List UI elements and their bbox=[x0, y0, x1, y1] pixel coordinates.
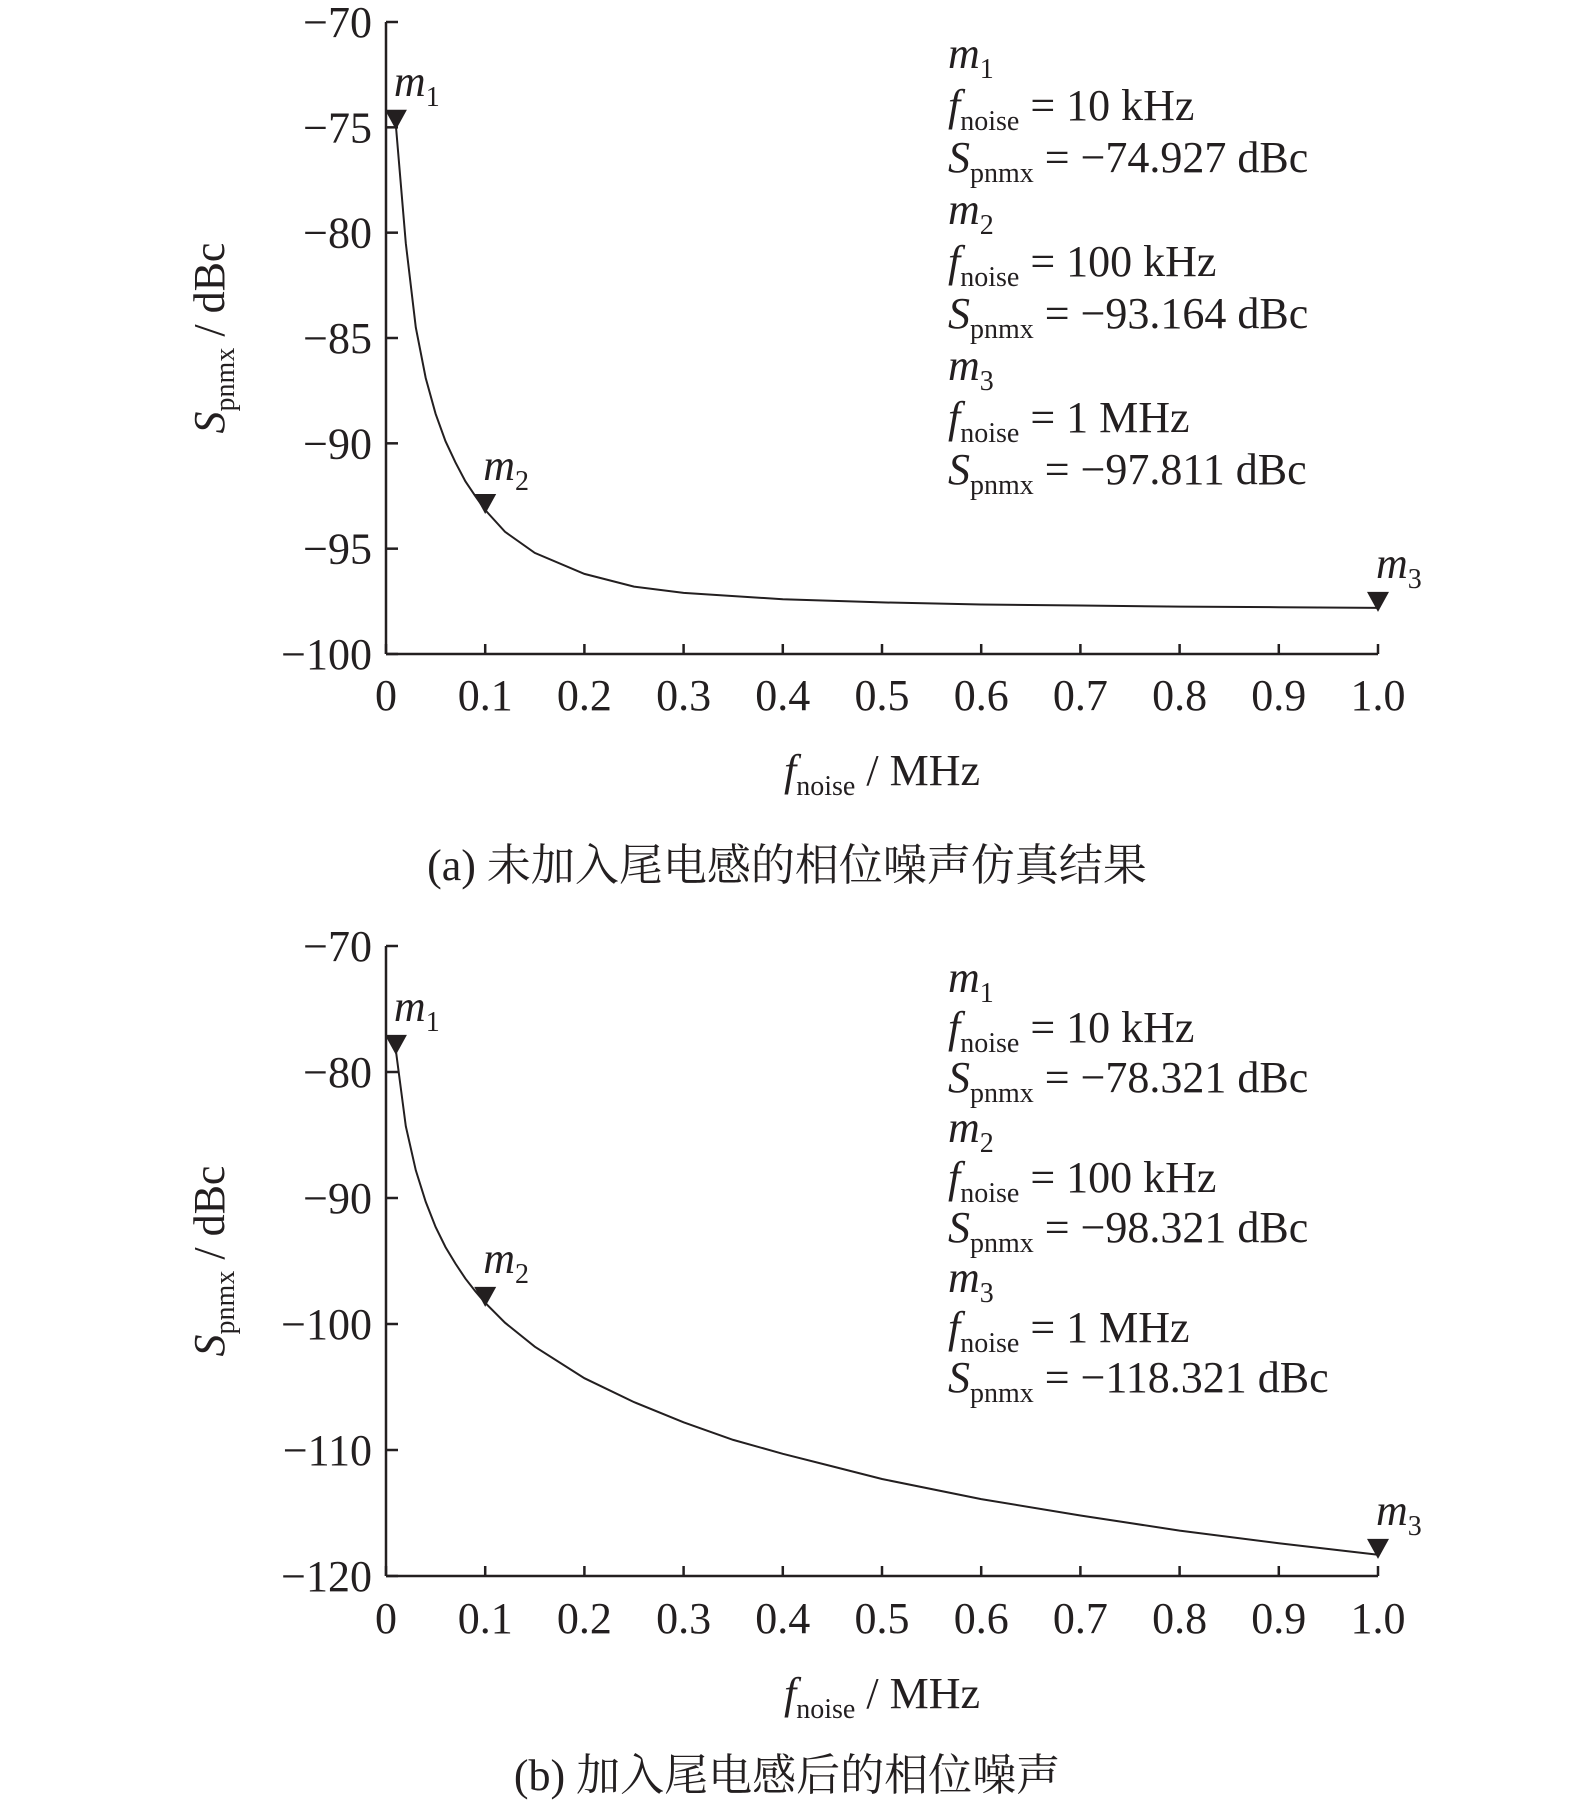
chart-b-svg bbox=[0, 900, 1575, 1802]
marker-label-m2: $m_2$ bbox=[483, 440, 529, 497]
x-tick-label: 0.7 bbox=[1052, 671, 1108, 720]
marker-label-m2: $m_2$ bbox=[483, 1233, 529, 1290]
y-tick-label: −90 bbox=[303, 1174, 372, 1223]
annotation-frequency: $f_{noise} = 100$ kHz bbox=[948, 237, 1217, 293]
figure-caption: (a) 未加入尾电感的相位噪声仿真结果 bbox=[427, 841, 1147, 890]
annotation-frequency: $f_{noise} = 100$ kHz bbox=[948, 1153, 1217, 1209]
marker-triangle-m2 bbox=[474, 494, 496, 514]
y-tick-label: −70 bbox=[303, 0, 372, 47]
chart-panel-b bbox=[0, 900, 1575, 1802]
y-axis-title: $S_{pnmx}$ / dBc bbox=[185, 242, 241, 434]
x-tick-label: 0.2 bbox=[556, 1594, 612, 1643]
x-tick-label: 0.8 bbox=[1152, 671, 1208, 720]
annotation-marker-name: $m_1$ bbox=[948, 953, 994, 1009]
marker-label-m3: $m_3$ bbox=[1376, 538, 1422, 595]
y-tick-label: −80 bbox=[303, 1048, 372, 1097]
x-tick-label: 1.0 bbox=[1350, 671, 1406, 720]
annotation-phase-noise: $S_{pnmx} = -97.811$ dBc bbox=[948, 445, 1307, 501]
marker-triangle-m3 bbox=[1367, 1539, 1389, 1559]
x-tick-label: 0.3 bbox=[656, 671, 712, 720]
annotation-marker-name: $m_2$ bbox=[948, 1103, 994, 1159]
annotation-marker-name: $m_1$ bbox=[948, 29, 994, 85]
chart-a-svg bbox=[0, 0, 1575, 900]
x-tick-label: 0 bbox=[375, 671, 397, 720]
y-tick-label: −75 bbox=[303, 103, 372, 153]
phase-noise-curve bbox=[396, 1051, 1378, 1555]
annotation-phase-noise: $S_{pnmx} = -98.321$ dBc bbox=[948, 1203, 1309, 1259]
marker-triangle-m2 bbox=[474, 1287, 496, 1307]
annotation-frequency: $f_{noise} = 10$ kHz bbox=[948, 1003, 1195, 1059]
annotation-phase-noise: $S_{pnmx} = -118.321$ dBc bbox=[948, 1353, 1329, 1409]
x-tick-label: 0.5 bbox=[854, 671, 910, 720]
x-tick-label: 0 bbox=[375, 1594, 397, 1643]
marker-triangle-m3 bbox=[1367, 592, 1389, 612]
annotation-frequency: $f_{noise} = 1$ MHz bbox=[948, 393, 1190, 449]
x-tick-label: 0.2 bbox=[556, 671, 612, 720]
y-tick-label: −80 bbox=[303, 208, 372, 258]
chart-panel-a bbox=[0, 0, 1575, 900]
x-tick-label: 0.9 bbox=[1251, 671, 1307, 720]
x-tick-label: 0.1 bbox=[457, 671, 513, 720]
y-tick-label: −100 bbox=[281, 1300, 372, 1349]
y-tick-label: −95 bbox=[303, 524, 372, 574]
y-tick-label: −100 bbox=[281, 630, 372, 679]
x-axis-title: $f_{noise}$ / MHz bbox=[784, 746, 980, 802]
figure-caption: (b) 加入尾电感后的相位噪声 bbox=[513, 1751, 1061, 1800]
y-tick-label: −110 bbox=[282, 1426, 372, 1475]
y-tick-label: −90 bbox=[303, 419, 372, 469]
x-axis-title: $f_{noise}$ / MHz bbox=[784, 1669, 980, 1725]
x-tick-label: 0.3 bbox=[656, 1594, 712, 1643]
y-axis-title: $S_{pnmx}$ / dBc bbox=[185, 1165, 241, 1357]
x-tick-label: 0.9 bbox=[1251, 1594, 1307, 1643]
annotation-phase-noise: $S_{pnmx} = -74.927$ dBc bbox=[948, 133, 1309, 189]
x-tick-label: 0.8 bbox=[1152, 1594, 1208, 1643]
y-tick-label: −85 bbox=[303, 314, 372, 363]
x-tick-label: 0.4 bbox=[755, 1594, 811, 1643]
marker-label-m1: $m_1$ bbox=[393, 56, 440, 113]
annotation-phase-noise: $S_{pnmx} = -93.164$ dBc bbox=[948, 289, 1309, 345]
x-tick-label: 0.4 bbox=[755, 671, 811, 720]
annotation-marker-name: $m_2$ bbox=[948, 185, 994, 241]
phase-noise-curve bbox=[396, 126, 1378, 608]
y-tick-label: −120 bbox=[281, 1552, 372, 1601]
marker-triangle-m1 bbox=[385, 1035, 407, 1055]
annotation-marker-name: $m_3$ bbox=[948, 341, 994, 397]
annotation-frequency: $f_{noise} = 1$ MHz bbox=[948, 1303, 1190, 1359]
x-tick-label: 0.5 bbox=[854, 1594, 910, 1643]
x-tick-label: 0.7 bbox=[1052, 1594, 1108, 1643]
annotation-marker-name: $m_3$ bbox=[948, 1253, 994, 1309]
x-tick-label: 0.6 bbox=[953, 671, 1009, 720]
x-tick-label: 0.1 bbox=[457, 1594, 513, 1643]
annotation-phase-noise: $S_{pnmx} = -78.321$ dBc bbox=[948, 1053, 1309, 1109]
x-tick-label: 0.6 bbox=[953, 1594, 1009, 1643]
x-tick-label: 1.0 bbox=[1350, 1594, 1406, 1643]
marker-label-m3: $m_3$ bbox=[1376, 1485, 1422, 1542]
y-tick-label: −70 bbox=[303, 922, 372, 971]
marker-label-m1: $m_1$ bbox=[393, 981, 440, 1038]
annotation-frequency: $f_{noise} = 10$ kHz bbox=[948, 81, 1195, 137]
